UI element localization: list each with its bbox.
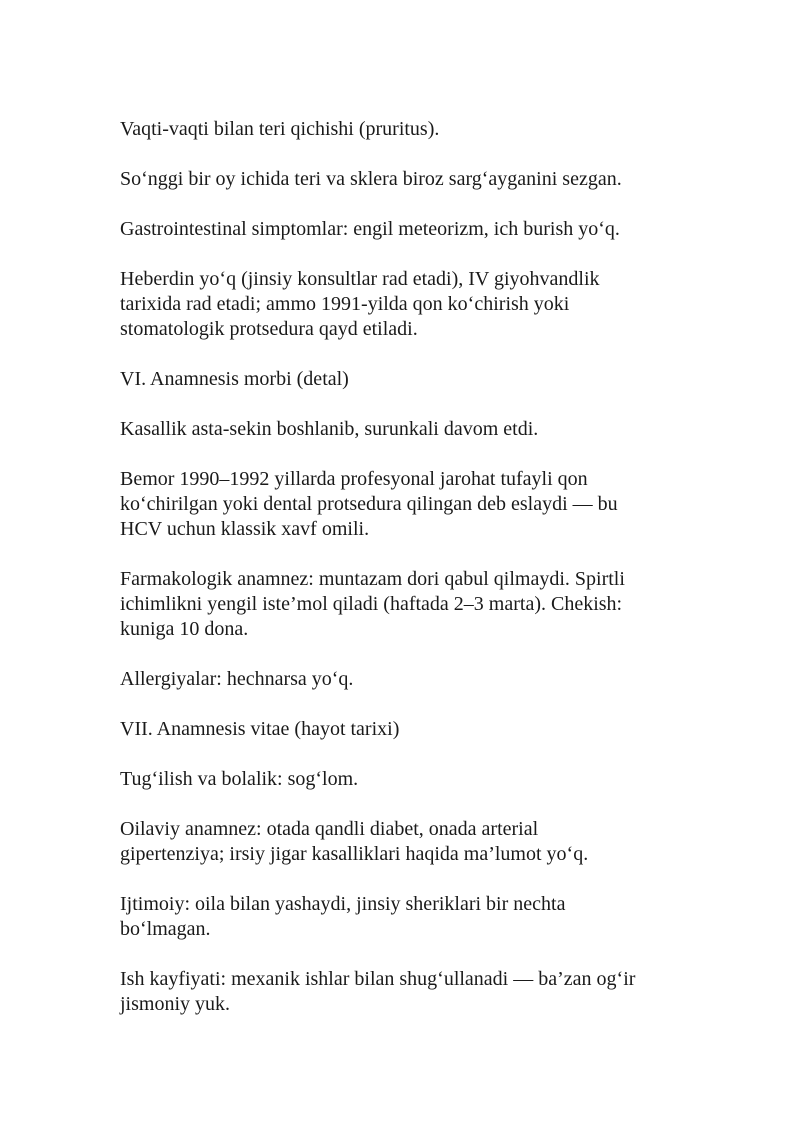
paragraph-line: Kasallik asta-sekin boshlanib, surunkali davom etdi. [120,418,539,440]
paragraph-disease-onset [120,417,680,442]
paragraph-line: Oilaviy anamnez: otada qandli diabet, onada arterial [120,818,539,840]
paragraph-pharmacological [120,567,680,642]
paragraph-line: Ish kayfiyati: mexanik ishlar bilan shug‘ullanadi — ba’zan og‘ir [120,968,636,990]
paragraph-line: Vaqti-vaqti bilan teri qichishi (pruritus). [120,118,440,140]
paragraph-transfusion-history [120,467,680,542]
paragraph-line: So‘nggi bir oy ichida teri va sklera biroz sarg‘ayganini sezgan. [120,168,622,190]
paragraph-line: Ijtimoiy: oila bilan yashaydi, jinsiy sheriklari bir nechta [120,893,566,915]
paragraph-line: Tug‘ilish va bolalik: sog‘lom. [120,768,359,790]
paragraph-allergies [120,667,680,692]
paragraph-occupation [120,967,680,1017]
paragraph-line: ichimlikni yengil iste’mol qiladi (haftada 2–3 marta). Chekish: [120,593,623,615]
paragraph-line: Gastrointestinal simptomlar: engil meteorizm, ich burish yo‘q. [120,218,620,240]
paragraph-jaundice [120,167,680,192]
paragraph-line: bo‘lmagan. [120,918,211,940]
section-heading: VII. Anamnesis vitae (hayot tarixi) [120,718,400,740]
paragraph-line: gipertenziya; irsiy jigar kasalliklari haqida ma’lumot yo‘q. [120,843,589,865]
paragraph-line: Farmakologik anamnez: muntazam dori qabul qilmaydi. Spirtli [120,568,625,590]
paragraph-pruritus [120,117,680,142]
paragraph-line: jismoniy yuk. [120,993,231,1015]
paragraph-line: tarixida rad etadi; ammo 1991-yilda qon ko‘chirish yoki [120,293,570,315]
paragraph-social [120,892,680,942]
paragraph-line: Bemor 1990–1992 yillarda profesyonal jarohat tufayli qon [120,468,588,490]
paragraph-gastrointestinal [120,217,680,242]
section-heading: VI. Anamnesis morbi (detal) [120,368,349,390]
section-heading-anamnesis-morbi [120,367,680,392]
paragraph-line: Heberdin yo‘q (jinsiy konsultlar rad etadi), IV giyohvandlik [120,268,600,290]
document-body [120,117,680,1042]
paragraph-line: HCV uchun klassik xavf omili. [120,518,370,540]
section-heading-anamnesis-vitae [120,717,680,742]
paragraph-childhood [120,767,680,792]
paragraph-line: kuniga 10 dona. [120,618,249,640]
paragraph-family-history [120,817,680,867]
paragraph-line: Allergiyalar: hechnarsa yo‘q. [120,668,354,690]
paragraph-line: stomatologik protsedura qayd etiladi. [120,318,418,340]
paragraph-line: ko‘chirilgan yoki dental protsedura qilingan deb eslaydi — bu [120,493,618,515]
paragraph-risk-history [120,267,680,342]
